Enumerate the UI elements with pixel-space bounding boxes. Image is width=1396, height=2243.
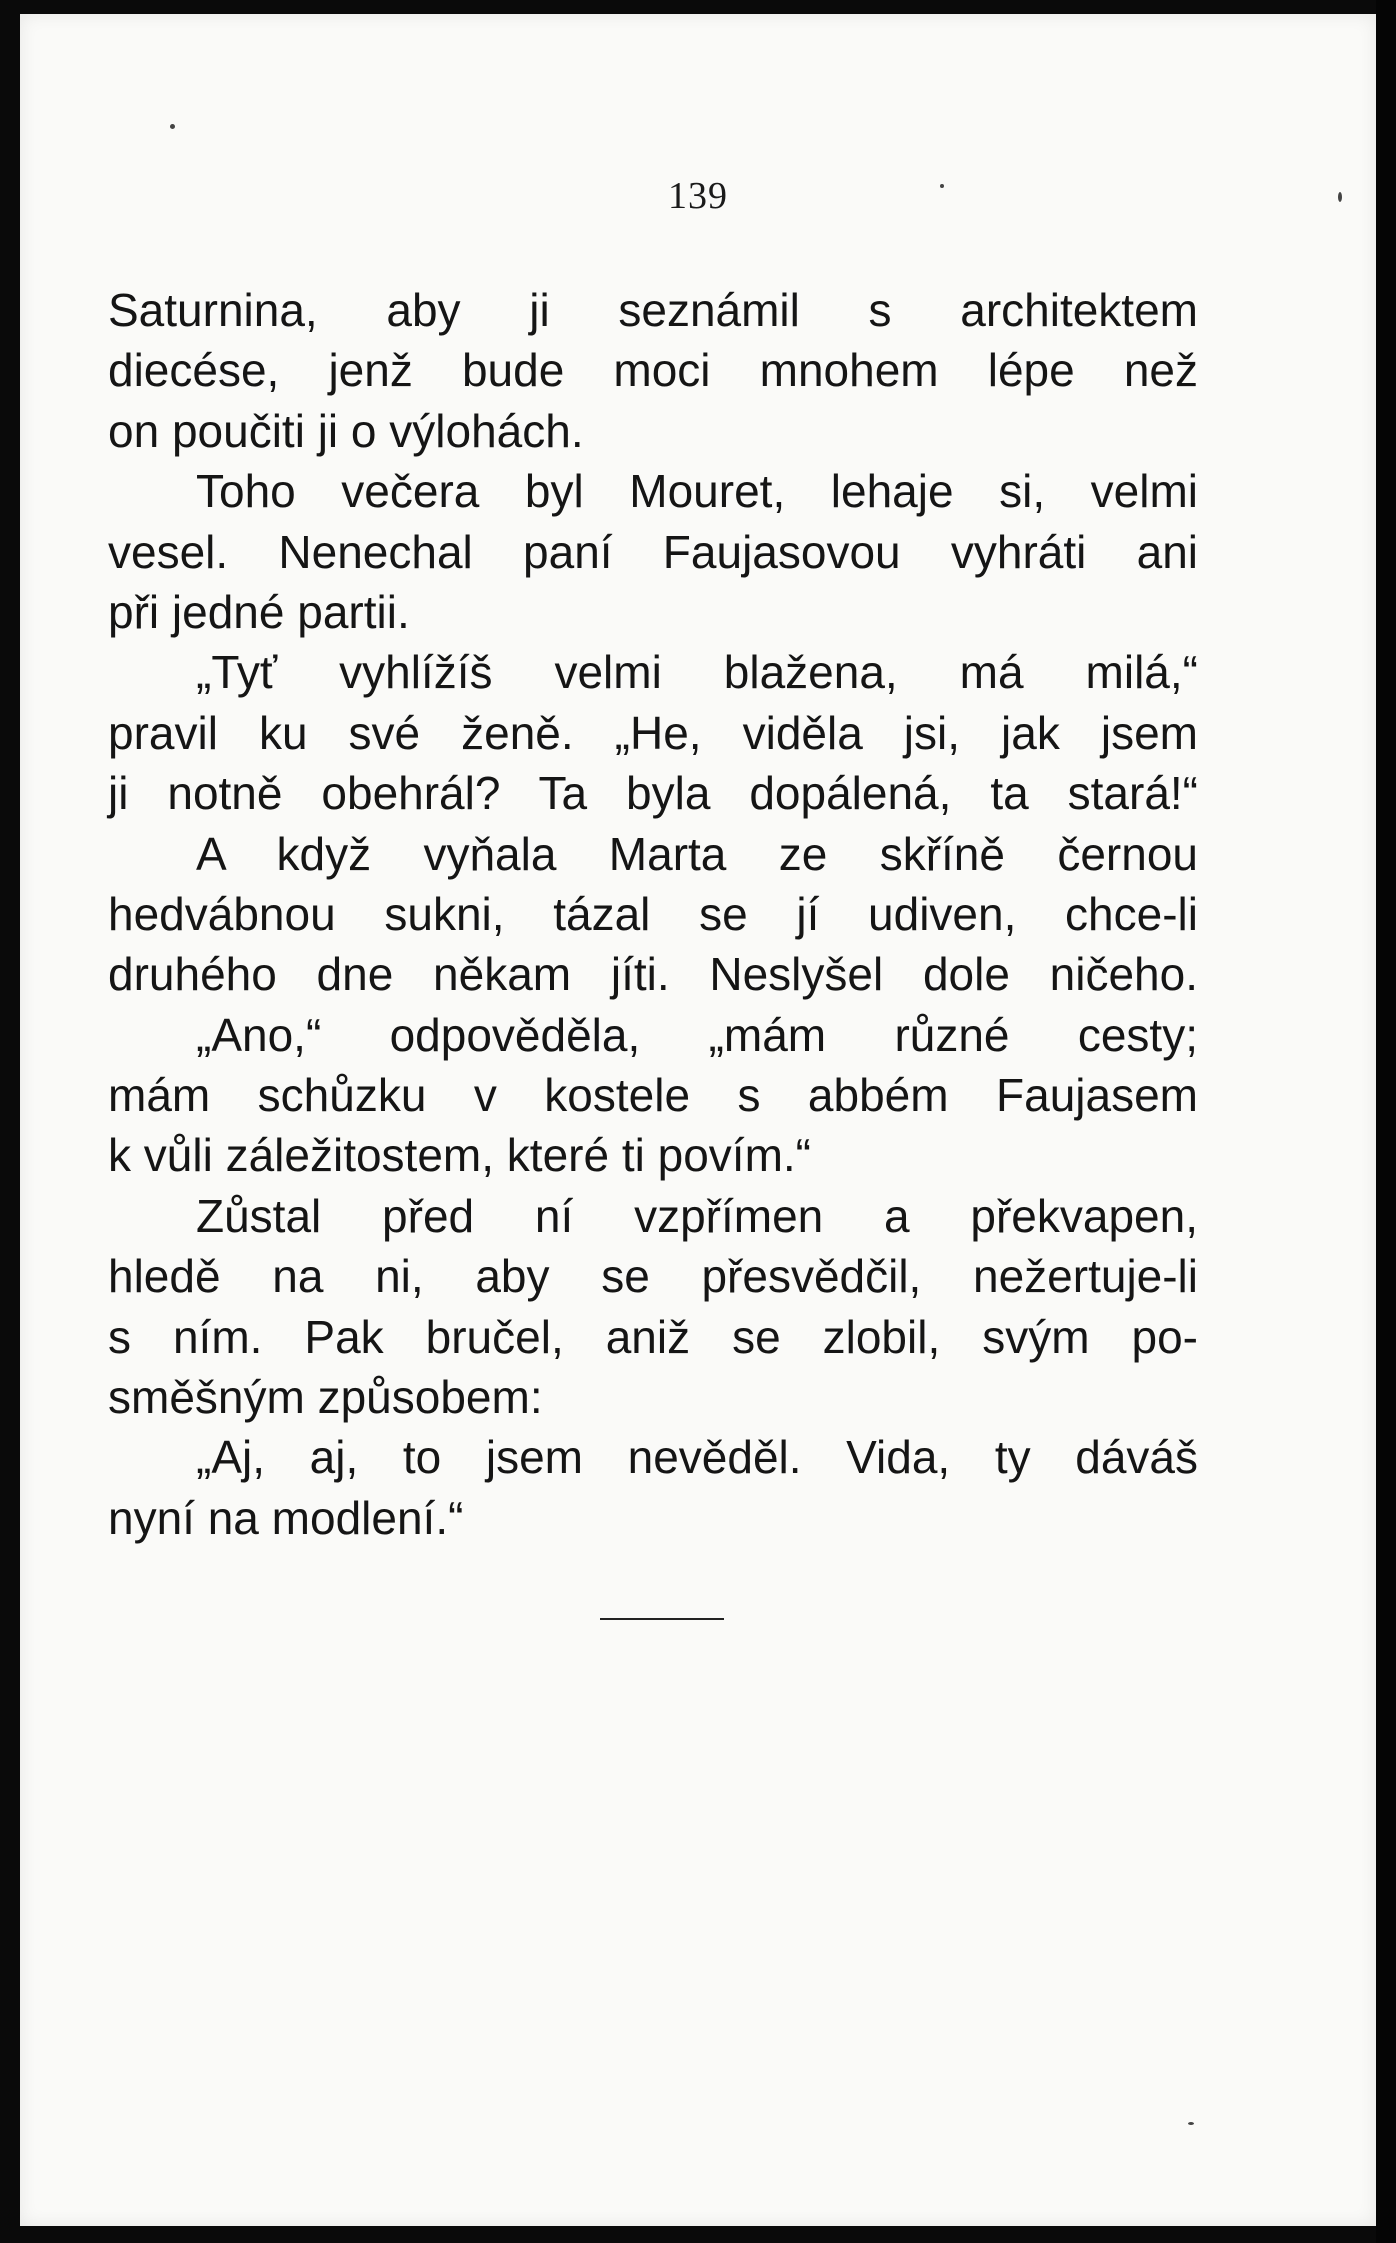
text-line: on poučiti ji o výlohách. — [108, 404, 584, 457]
text-line: ji notně obehrál? Ta byla dopálená, ta stará!“ — [108, 767, 1198, 820]
text-line: Zůstal před ní vzpřímen a překvapen, — [196, 1189, 1198, 1242]
scan-edge — [1376, 0, 1396, 2243]
text-line: hedvábnou sukni, tázal se jí udiven, chce-li — [108, 887, 1198, 940]
scan-speck — [1188, 2122, 1194, 2125]
text-line: Saturnina, aby ji seznámil s architektem — [108, 284, 1198, 336]
text-line: mám schůzku v kostele s abbém Faujasem — [108, 1069, 1198, 1122]
body-text — [108, 280, 1198, 1548]
text-line: „Ano,“ odpověděla, „mám různé cesty; — [196, 1008, 1198, 1061]
text-line: hledě na ni, aby se přesvědčil, nežertuje-li — [108, 1250, 1198, 1303]
scan-speck — [1338, 192, 1342, 202]
text-line: vesel. Nenechal paní Faujasovou vyhráti ani — [108, 525, 1198, 578]
text-line: druhého dne někam jíti. Neslyšel dole ničeho. — [108, 948, 1198, 1001]
section-divider — [600, 1618, 724, 1620]
text-line: nyní na modlení.“ — [108, 1491, 464, 1544]
text-line: „Tyť vyhlížíš velmi blažena, má milá,“ — [196, 646, 1198, 699]
text-line: pravil ku své ženě. „He, viděla jsi, jak jsem — [108, 706, 1198, 759]
text-line: s ním. Pak bručel, aniž se zlobil, svým po- — [108, 1310, 1198, 1363]
text-line: diecése, jenž bude moci mnohem lépe než — [108, 344, 1198, 397]
text-line: A když vyňala Marta ze skříně černou — [196, 827, 1198, 880]
text-line: směšným způsobem: — [108, 1371, 543, 1424]
text-line: „Aj, aj, to jsem nevěděl. Vida, ty dáváš — [196, 1431, 1198, 1484]
text-line: při jedné partii. — [108, 585, 410, 638]
text-line: Toho večera byl Mouret, lehaje si, velmi — [196, 465, 1198, 518]
text-line: k vůli záležitostem, které ti povím.“ — [108, 1129, 811, 1182]
scan-speck — [940, 184, 944, 188]
book-page — [20, 14, 1376, 2226]
scan-speck — [170, 124, 175, 129]
page-number: 139 — [668, 175, 728, 217]
